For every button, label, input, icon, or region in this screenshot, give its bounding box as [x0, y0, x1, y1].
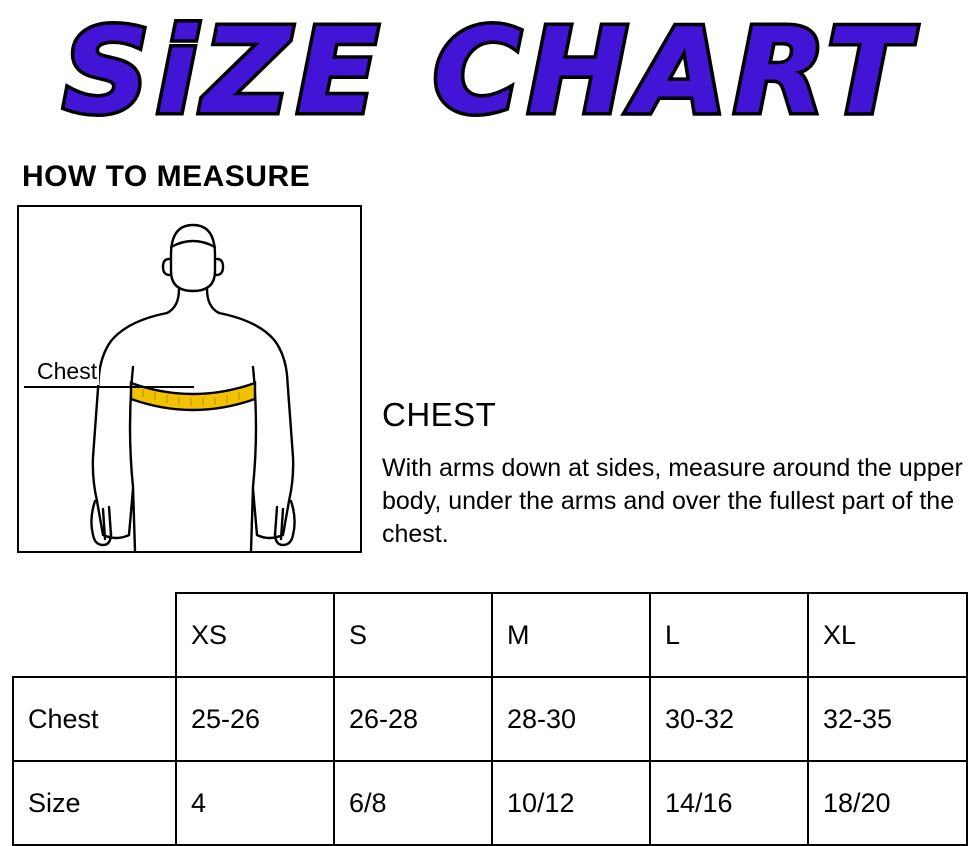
table-cell-chest-s: 26-28	[334, 677, 492, 761]
table-header-row	[13, 593, 967, 677]
description-body: With arms down at sides, measure around the upper body, under the arms and over the fullest part of the chest.	[382, 454, 963, 548]
table-cell-size-l: 14/16	[650, 761, 808, 845]
table-col-header-xl: XL	[808, 593, 967, 677]
table-row-label-chest: Chest	[13, 677, 176, 761]
page-title-text: SiZE CHART	[62, 2, 916, 140]
table-cell-chest-m: 28-30	[492, 677, 650, 761]
table-col-header-xs: XS	[176, 593, 334, 677]
description-heading: CHEST	[382, 396, 497, 433]
size-chart-table	[12, 592, 968, 846]
table-row	[13, 761, 967, 845]
table-cell-size-s: 6/8	[334, 761, 492, 845]
table-cell-size-xs: 4	[176, 761, 334, 845]
table-row-label-size: Size	[13, 761, 176, 845]
table-cell-chest-xs: 25-26	[176, 677, 334, 761]
table-cell-chest-l: 30-32	[650, 677, 808, 761]
table-col-header-s: S	[334, 593, 492, 677]
how-to-measure-heading: HOW TO MEASURE	[22, 160, 311, 193]
table-col-header-l: L	[650, 593, 808, 677]
page-title	[0, 0, 978, 146]
table-col-header-m: M	[492, 593, 650, 677]
chest-measure-label: Chest	[37, 358, 98, 384]
chest-leader-line	[24, 386, 194, 388]
table-cell-size-xl: 18/20	[808, 761, 967, 845]
table-row	[13, 677, 967, 761]
table-cell-chest-xl: 32-35	[808, 677, 967, 761]
table-cell-size-m: 10/12	[492, 761, 650, 845]
table-corner-cell	[13, 593, 176, 677]
